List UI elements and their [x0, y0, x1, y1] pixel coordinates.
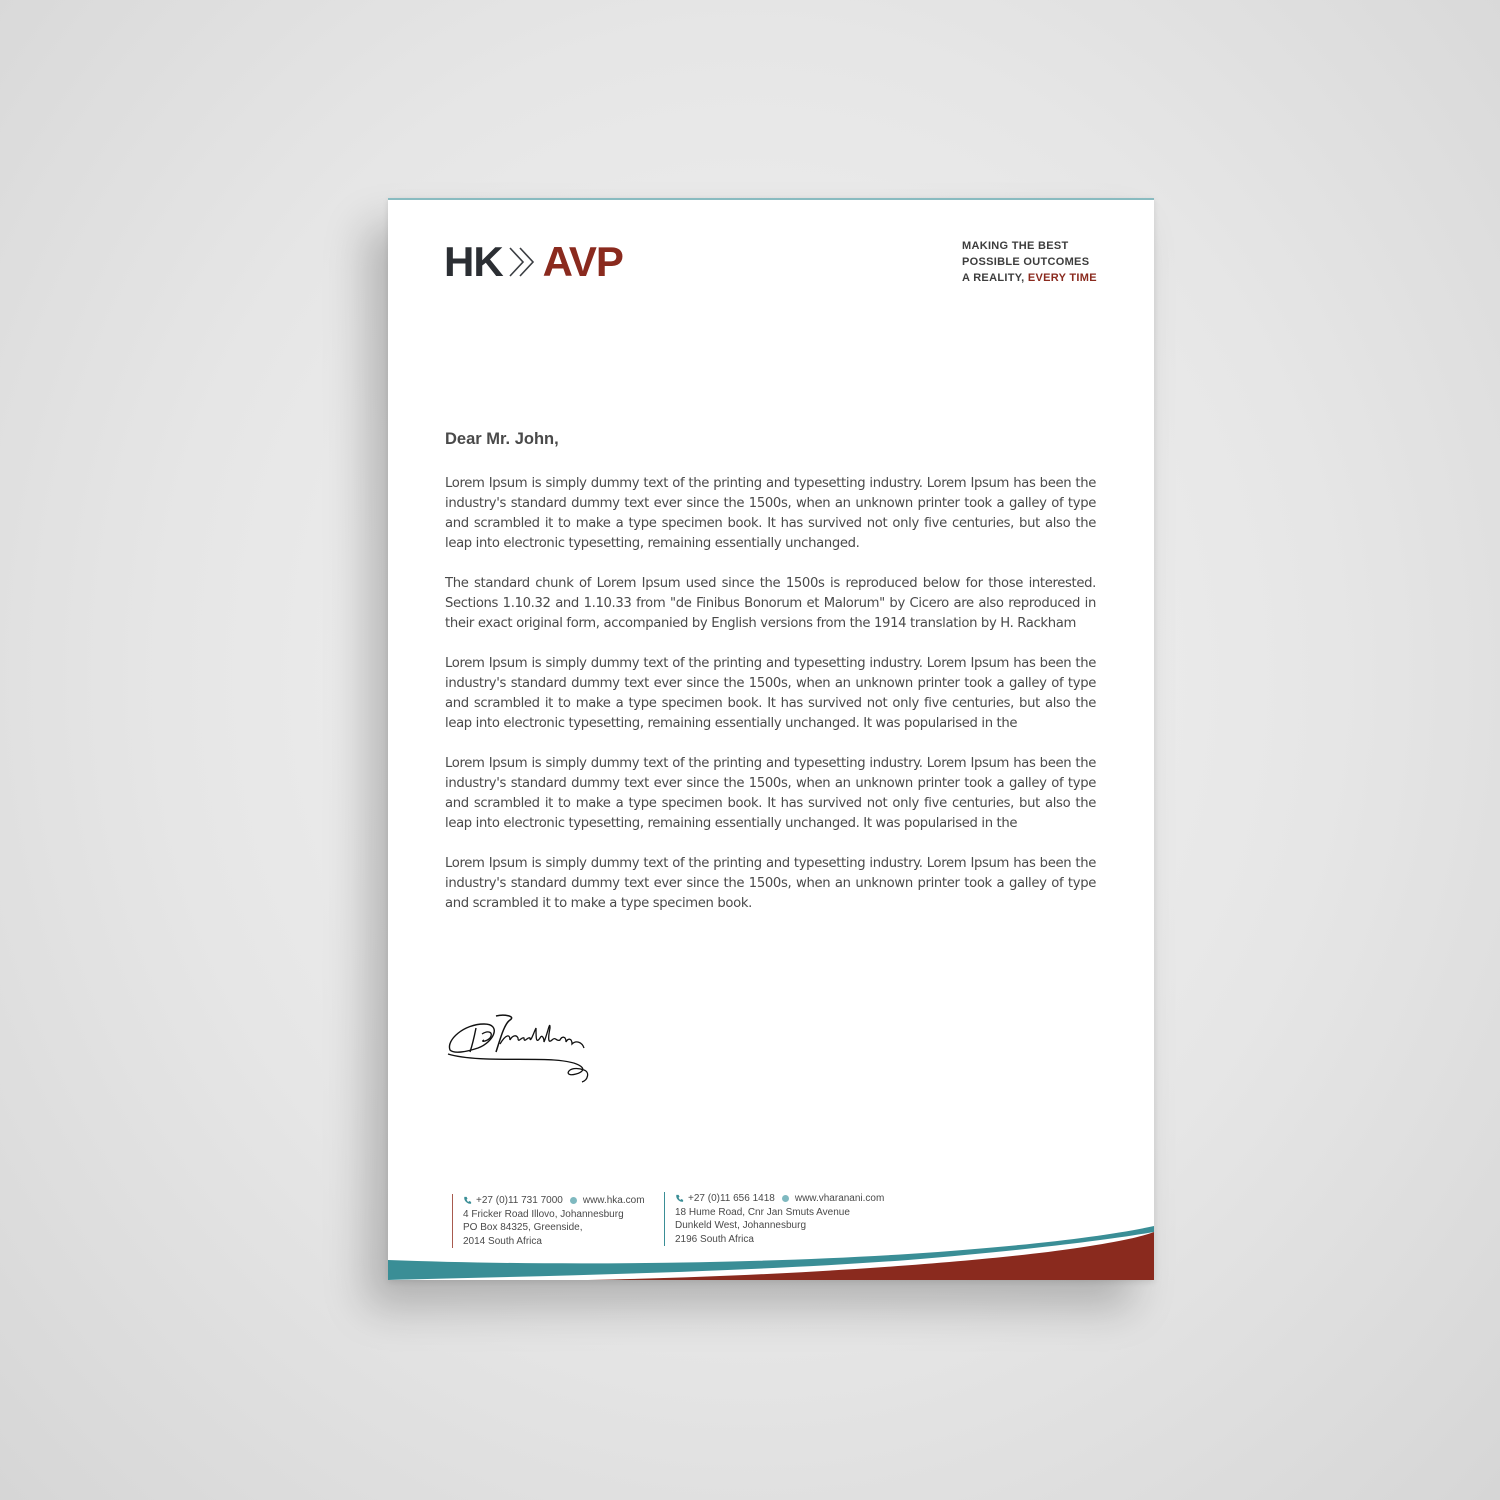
letter-paragraph-5: Lorem Ipsum is simply dummy text of the printing and typesetting industry. Lorem Ipsum has been the industry's standard dummy text ever since the 1500s, when an unknown printer took a galley of type and scrambled it to make a type specimen book.: [445, 856, 1096, 911]
logo-avp-text: AVP: [542, 238, 623, 285]
footer-vharanani-website[interactable]: www.vharanani.com: [794, 1193, 885, 1204]
tagline-line-2: POSSIBLE OUTCOMES: [962, 256, 1090, 268]
handwritten-signature: [444, 1010, 594, 1086]
letterhead-sheet: [388, 198, 1154, 1280]
letter-body: [445, 474, 1096, 934]
tagline-line-3-prefix: A REALITY,: [962, 272, 1028, 284]
phone-icon: [463, 1196, 472, 1205]
company-logo: [444, 240, 623, 284]
logo-hk-text: HK: [444, 238, 503, 285]
footer-vharanani-address-line-1: 18 Hume Road, Cnr Jan Smuts Avenue: [675, 1206, 850, 1218]
company-tagline: [962, 238, 1112, 286]
footer-hka-address-line-3: 2014 South Africa: [463, 1235, 542, 1247]
tagline-line-1: MAKING THE BEST: [962, 240, 1069, 252]
footer-hka-contact-line: [463, 1194, 645, 1208]
footer-hka-phone[interactable]: +27 (0)11 731 7000: [476, 1195, 563, 1206]
letter-paragraph-4: Lorem Ipsum is simply dummy text of the printing and typesetting industry. Lorem Ipsum has been the industry's standard dummy text ever since the 1500s, when an unknown printer took a galley of type and scrambled it to make a type specimen book. It has survived not only five centuries, but also the leap into electronic typesetting, remaining essentially unchanged. It was popularised in the: [445, 756, 1096, 831]
footer-wave-decoration: [388, 1210, 1154, 1280]
tagline-accent: EVERY TIME: [1027, 272, 1097, 284]
logo-chevron-icon: [507, 245, 541, 279]
letter-salutation: Dear Mr. John,: [445, 430, 559, 448]
letter-paragraph-3: Lorem Ipsum is simply dummy text of the printing and typesetting industry. Lorem Ipsum has been the industry's standard dummy text ever since the 1500s, when an unknown printer took a galley of type and scrambled it to make a type specimen book. It has survived not only five centuries, but also the leap into electronic typesetting, remaining essentially unchanged. It was popularised in the: [445, 656, 1096, 731]
footer-vharanani-contact-line: [675, 1192, 884, 1206]
footer-hka-address-line-2: PO Box 84325, Greenside,: [463, 1222, 583, 1233]
footer-vharanani-address-line-3: 2196 South Africa: [675, 1233, 754, 1245]
footer-hka-address-line-1: 4 Fricker Road Illovo, Johannesburg: [463, 1208, 624, 1220]
footer-vharanani-address-line-2: Dunkeld West, Johannesburg: [675, 1220, 807, 1231]
tagline-line-3: [962, 270, 1112, 286]
letter-paragraph-1: Lorem Ipsum is simply dummy text of the printing and typesetting industry. Lorem Ipsum has been the industry's standard dummy text ever since the 1500s, when an unknown printer took a galley of type and scrambled it to make a type specimen book. It has survived not only five centuries, but also the leap into electronic typesetting, remaining essentially unchanged.: [445, 476, 1096, 551]
footer-hka-website[interactable]: www.hka.com: [582, 1195, 645, 1206]
letter-paragraph-2: The standard chunk of Lorem Ipsum used since the 1500s is reproduced below for those interested. Sections 1.10.32 and 1.10.33 from "de Finibus Bonorum et Malorum" by Cicero are also reproduced in their exact original form, accompanied by English versions from the 1914 translation by H. Rackham: [445, 576, 1096, 631]
web-dot-icon: [570, 1197, 577, 1204]
footer-vharanani-phone[interactable]: +27 (0)11 656 1418: [688, 1193, 775, 1204]
phone-icon: [675, 1194, 684, 1203]
web-dot-icon: [782, 1195, 789, 1202]
